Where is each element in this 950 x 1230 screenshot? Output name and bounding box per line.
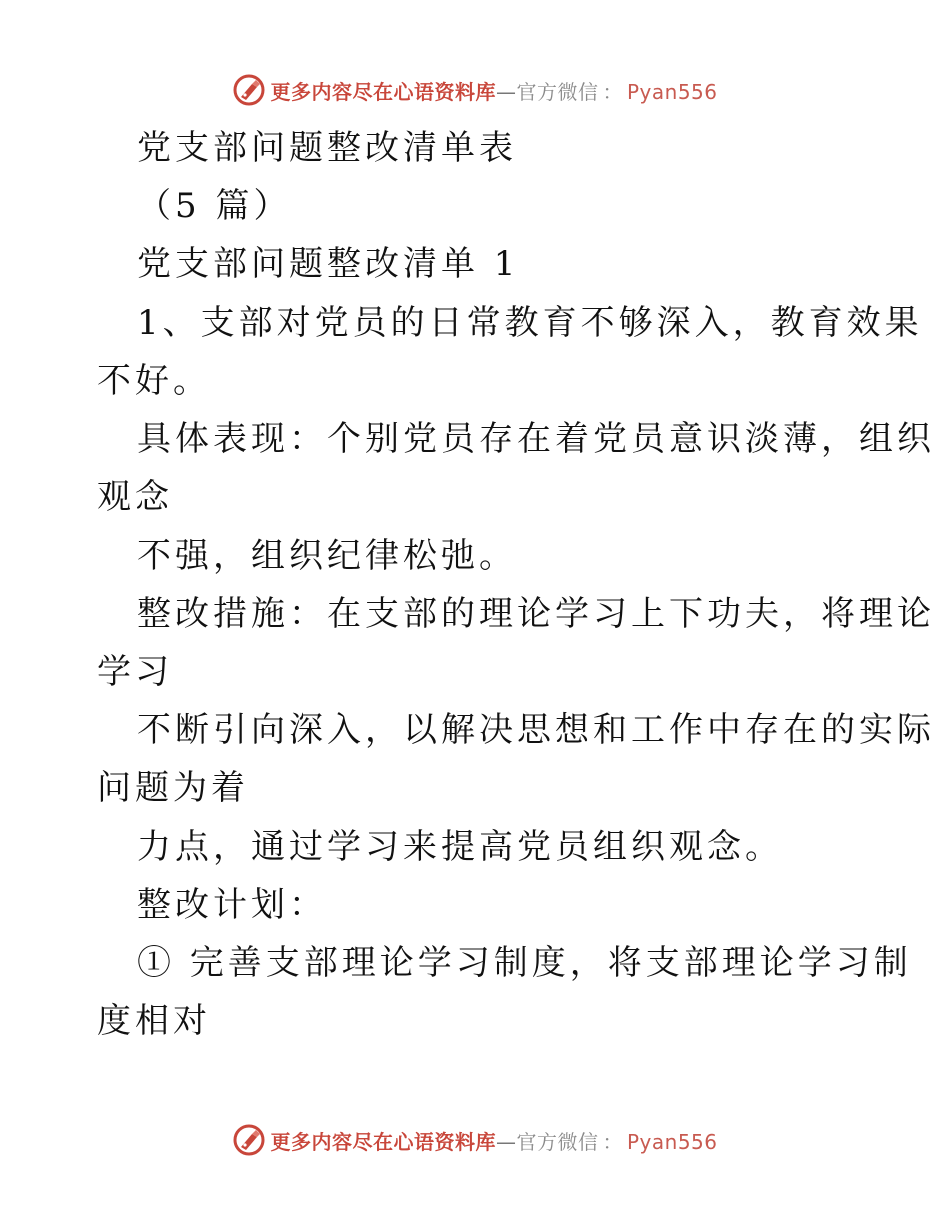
paragraph-line: 1、支部对党员的日常教育不够深入，教育效果 bbox=[137, 303, 923, 343]
paragraph-line: 问题为着 bbox=[97, 768, 249, 808]
paragraph-line: 不断引向深入，以解决思想和工作中存在的实际 bbox=[137, 710, 935, 750]
paragraph-line: 学习 bbox=[97, 652, 173, 692]
watermark-separator: ： bbox=[602, 1129, 623, 1154]
watermark-wechat-id: Pyan556 bbox=[626, 1129, 718, 1154]
document-subtitle: （5 篇） bbox=[137, 186, 292, 226]
paragraph-line: 具体表现：个别党员存在着党员意识淡薄，组织 bbox=[137, 419, 935, 459]
watermark-banner-top bbox=[0, 70, 950, 110]
document-title: 党支部问题整改清单表 bbox=[137, 128, 517, 168]
watermark-banner-bottom bbox=[0, 1120, 950, 1160]
paragraph-line: 度相对 bbox=[97, 1001, 211, 1041]
pen-nib-logo-icon bbox=[232, 1123, 266, 1157]
paragraph-line: 整改计划： bbox=[137, 885, 327, 925]
watermark-wechat-id: Pyan556 bbox=[626, 79, 718, 104]
watermark-main-text: 更多内容尽在心语资料库 bbox=[270, 1129, 496, 1154]
watermark-dash: — bbox=[495, 79, 517, 104]
watermark-label: 官方微信 bbox=[516, 1129, 599, 1154]
paragraph-line: 不好。 bbox=[97, 361, 211, 401]
pen-nib-logo-icon bbox=[232, 73, 266, 107]
paragraph-line: 观念 bbox=[97, 477, 173, 517]
paragraph-line: 力点，通过学习来提高党员组织观念。 bbox=[137, 827, 783, 867]
paragraph-line: ① 完善支部理论学习制度，将支部理论学习制 bbox=[137, 943, 912, 983]
paragraph-line: 整改措施：在支部的理论学习上下功夫，将理论 bbox=[137, 594, 935, 634]
watermark-main-text: 更多内容尽在心语资料库 bbox=[270, 79, 496, 104]
section-heading: 党支部问题整改清单 1 bbox=[137, 244, 520, 284]
watermark-label: 官方微信 bbox=[516, 79, 599, 104]
watermark-separator: ： bbox=[602, 79, 623, 104]
watermark-dash: — bbox=[495, 1129, 517, 1154]
paragraph-line: 不强，组织纪律松弛。 bbox=[137, 536, 517, 576]
